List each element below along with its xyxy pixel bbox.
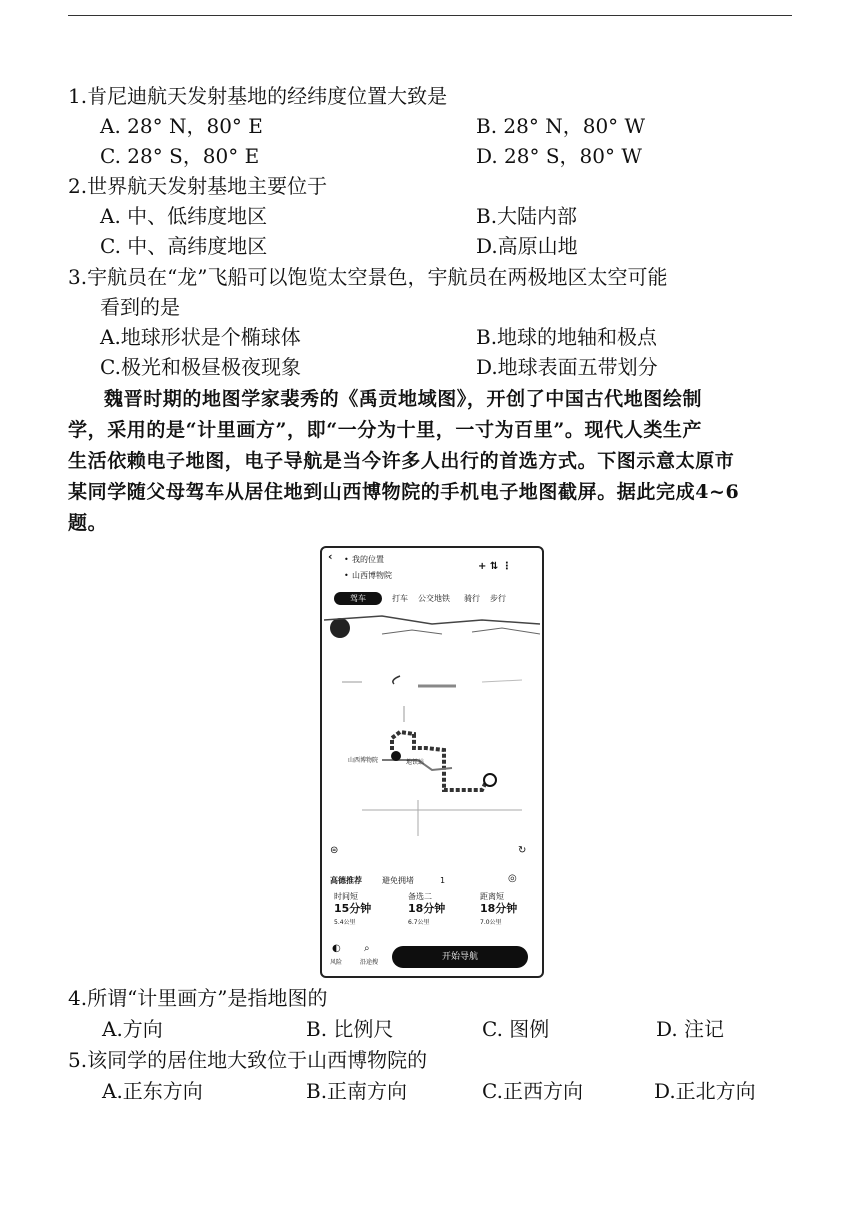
route-2-distance: 6.7公里 xyxy=(408,919,430,926)
mode-transit[interactable]: 公交地铁 xyxy=(418,594,450,603)
question-1-stem: 1.肯尼迪航天发射基地的经纬度位置大致是 xyxy=(68,84,448,108)
q4-option-b: B. 比例尺 xyxy=(306,1017,394,1041)
route-1-distance: 5.4公里 xyxy=(334,919,356,926)
back-arrow-icon[interactable]: ‹ xyxy=(328,550,333,563)
route-preference[interactable]: 高德推荐 xyxy=(330,876,362,885)
q3-option-c: C.极光和极昼极夜现象 xyxy=(100,355,301,379)
mode-bike[interactable]: 骑行 xyxy=(464,594,480,603)
q1-option-b: B. 28° N，80° W xyxy=(476,114,646,138)
q2-option-c: C. 中、高纬度地区 xyxy=(100,234,268,258)
route-2-tag[interactable]: 备选二 xyxy=(408,892,432,901)
q3-option-d: D.地球表面五带划分 xyxy=(476,355,658,379)
start-navigation-button[interactable]: 开始导航 xyxy=(392,946,528,968)
question-3-stem-cont: 看到的是 xyxy=(100,295,180,319)
route-tag: 避免拥堵 xyxy=(382,876,414,885)
refresh-icon[interactable]: ↻ xyxy=(518,845,527,856)
question-5-stem: 5.该同学的居住地大致位于山西博物院的 xyxy=(68,1048,428,1072)
passage-line-2: 学，采用的是“计里画方”，即“一分为十里，一寸为百里”。现代人类生产 xyxy=(68,419,703,441)
destination-dot-icon: • xyxy=(344,571,349,580)
top-rule xyxy=(68,15,792,16)
q1-option-d: D. 28° S，80° W xyxy=(476,144,642,168)
map-label-metro: 地铁站 xyxy=(406,759,425,766)
q1-option-c: C. 28° S，80° E xyxy=(100,144,260,168)
route-2-time[interactable]: 18分钟 xyxy=(408,902,446,915)
passage-line-3: 生活依赖电子地图，电子导航是当今许多人出行的首选方式。下图示意太原市 xyxy=(68,450,735,472)
destination-pin-icon xyxy=(391,751,401,761)
map-label-museum: 山西博物院 xyxy=(348,757,379,764)
risk-label: 风险 xyxy=(330,959,343,966)
question-2-stem: 2.世界航天发射基地主要位于 xyxy=(68,174,328,198)
route-actions-icons[interactable]: + ⇅ ⋮ xyxy=(478,561,512,572)
question-4-stem: 4.所谓“计里画方”是指地图的 xyxy=(68,986,328,1010)
q2-option-a: A. 中、低纬度地区 xyxy=(100,204,268,228)
search-along-icon[interactable]: ⌕ xyxy=(364,943,370,954)
q4-option-a: A.方向 xyxy=(102,1017,163,1041)
q5-option-a: A.正东方向 xyxy=(102,1079,203,1103)
mode-walk[interactable]: 步行 xyxy=(490,594,506,603)
mode-chip-drive[interactable]: 驾车 xyxy=(334,592,382,605)
passage-line-1: 魏晋时期的地图学家裴秀的《禹贡地域图》，开创了中国古代地图绘制 xyxy=(104,388,703,410)
route-1-time[interactable]: 15分钟 xyxy=(334,902,372,915)
q5-option-b: B.正南方向 xyxy=(306,1079,408,1103)
q4-option-d: D. 注记 xyxy=(656,1017,725,1041)
route-count: 1 xyxy=(440,876,446,885)
risk-icon[interactable]: ◐ xyxy=(332,943,341,954)
question-3-stem: 3.宇航员在“龙”飞船可以饱览太空景色，宇航员在两极地区太空可能 xyxy=(68,265,668,289)
car-icon[interactable]: ⊜ xyxy=(330,845,339,856)
start-marker-icon xyxy=(484,774,496,786)
search-along-label: 沿途搜 xyxy=(360,959,379,966)
route-1-tag[interactable]: 时间短 xyxy=(334,892,358,901)
route-3-tag[interactable]: 距离短 xyxy=(480,892,504,901)
passage-line-4: 某同学随父母驾车从居住地到山西博物院的手机电子地图截屏。据此完成4~6 xyxy=(68,481,740,503)
route-3-distance: 7.0公里 xyxy=(480,919,502,926)
destination-field[interactable]: 山西博物院 xyxy=(352,571,392,580)
q2-option-b: B.大陆内部 xyxy=(476,204,578,228)
location-icon[interactable]: ◎ xyxy=(508,873,517,884)
q2-option-d: D.高原山地 xyxy=(476,234,578,258)
origin-dot-icon: • xyxy=(344,555,349,564)
mode-taxi[interactable]: 打车 xyxy=(392,594,408,603)
q3-option-a: A.地球形状是个椭球体 xyxy=(100,325,301,349)
q3-option-b: B.地球的地轴和极点 xyxy=(476,325,658,349)
phone-map-screenshot xyxy=(320,546,544,978)
route-map[interactable] xyxy=(322,610,542,840)
passage-line-5: 题。 xyxy=(68,512,108,534)
q5-option-c: C.正西方向 xyxy=(482,1079,583,1103)
q1-option-a: A. 28° N，80° E xyxy=(100,114,263,138)
route-3-time[interactable]: 18分钟 xyxy=(480,902,518,915)
compass-icon xyxy=(330,618,350,638)
q5-option-d: D.正北方向 xyxy=(654,1079,756,1103)
q4-option-c: C. 图例 xyxy=(482,1017,550,1041)
origin-field[interactable]: 我的位置 xyxy=(352,555,384,564)
